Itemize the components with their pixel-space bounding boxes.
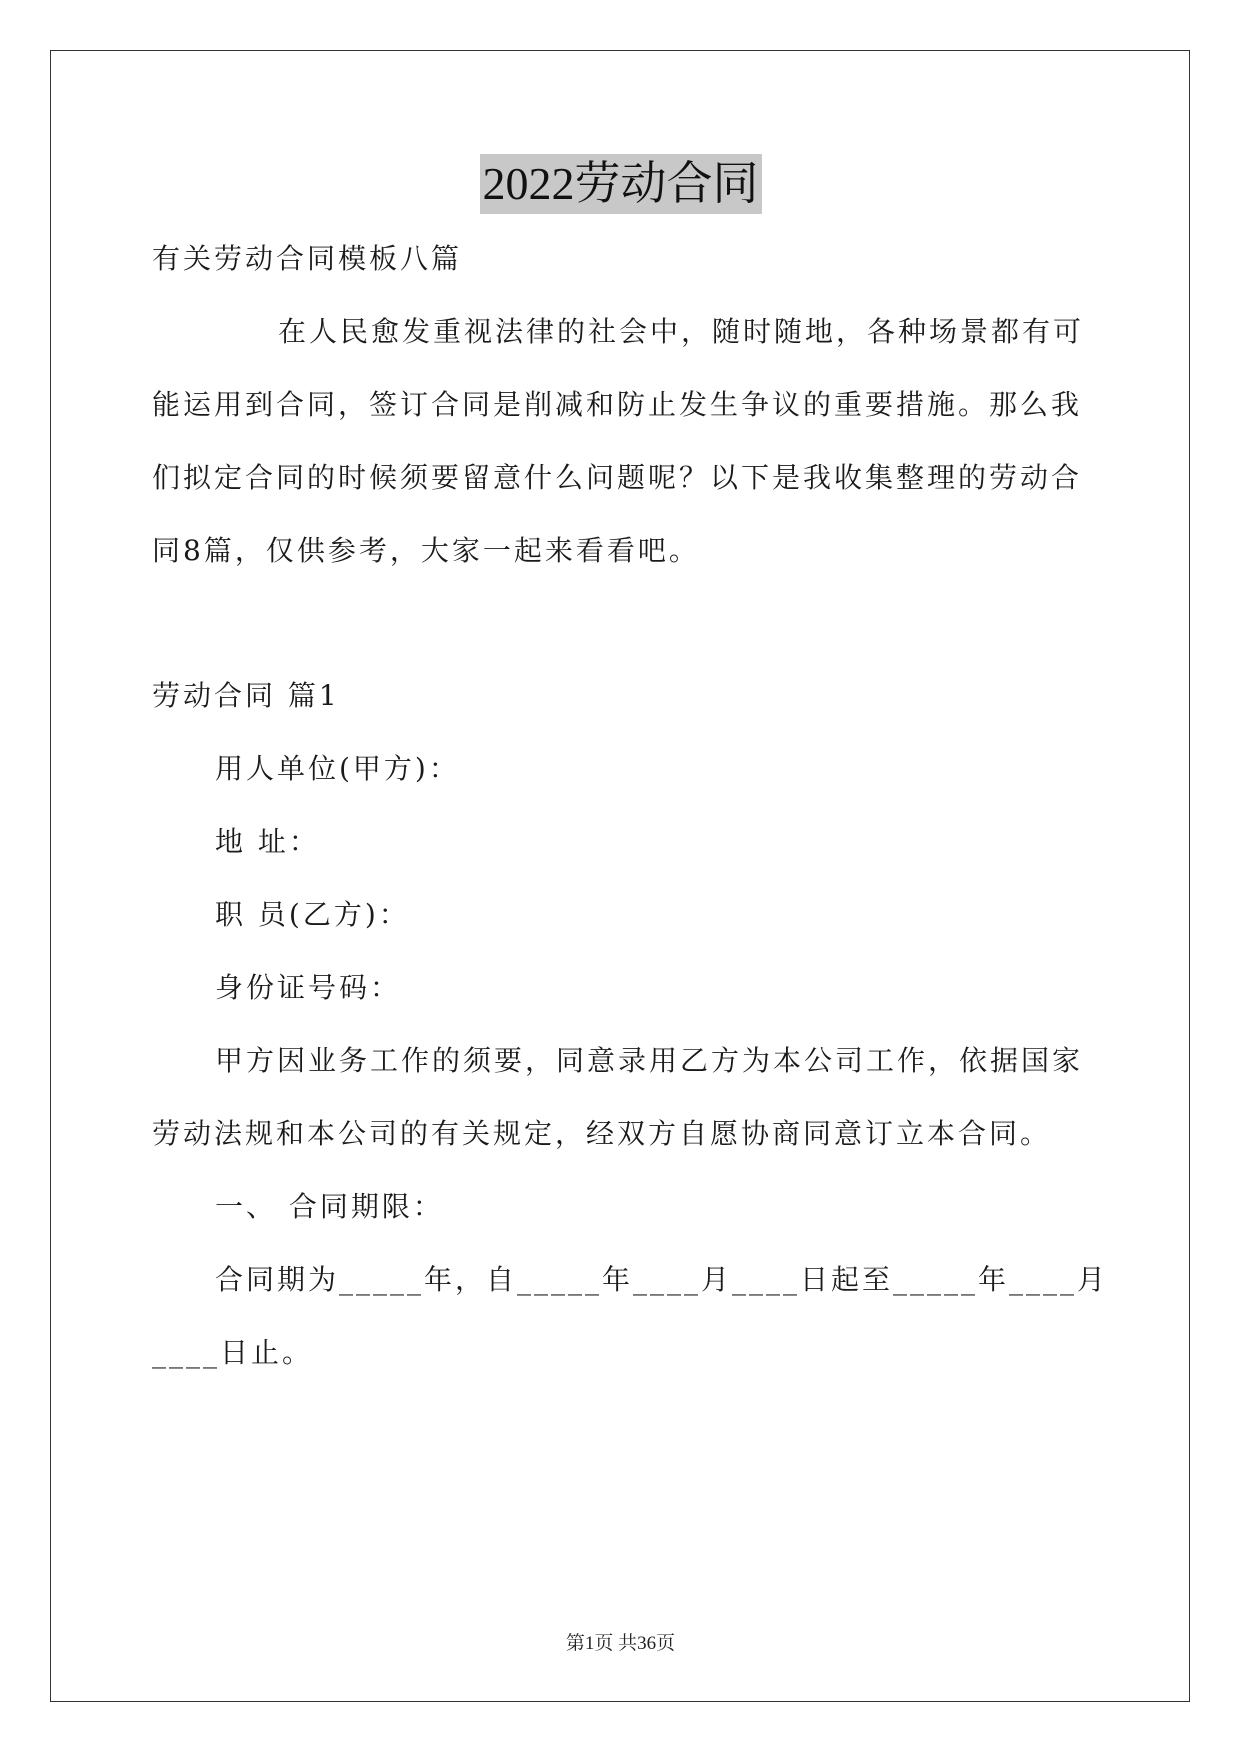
agreement-line-2: 劳动法规和本公司的有关规定，经双方自愿协商同意订立本合同。 <box>152 1117 1052 1150</box>
intro-line-3: 们拟定合同的时候须要留意什么问题呢？以下是我收集整理的劳动合 <box>152 461 1083 494</box>
clause1-body-line-1: 合同期为_____年，自_____年____月____日起至_____年____月 <box>215 1263 1109 1296</box>
field-address: 地 址： <box>215 825 320 858</box>
page-footer: 第1页 共36页 <box>565 1633 676 1654</box>
intro-line-4: 同8篇，仅供参考，大家一起来看看吧。 <box>152 534 700 567</box>
field-id-number: 身份证号码： <box>215 971 402 1004</box>
document-title: 2022劳动合同 <box>480 154 762 214</box>
document-subtitle: 有关劳动合同模板八篇 <box>152 242 463 275</box>
page-frame <box>50 50 1190 1702</box>
field-employer: 用人单位(甲方)： <box>215 752 460 785</box>
clause1-heading: 一、 合同期限： <box>215 1190 444 1223</box>
intro-line-1: 在人民愈发重视法律的社会中，随时随地，各种场景都有可 <box>278 315 1085 348</box>
section-heading: 劳动合同 篇1 <box>152 679 340 712</box>
field-employee: 职 员(乙方)： <box>215 898 410 931</box>
agreement-line-1: 甲方因业务工作的须要，同意录用乙方为本公司工作，依据国家 <box>215 1044 1084 1077</box>
document-title-wrap <box>0 154 1241 214</box>
intro-line-2: 能运用到合同，签订合同是削减和防止发生争议的重要措施。那么我 <box>152 388 1083 421</box>
clause1-body-line-2: ____日止。 <box>152 1336 314 1369</box>
